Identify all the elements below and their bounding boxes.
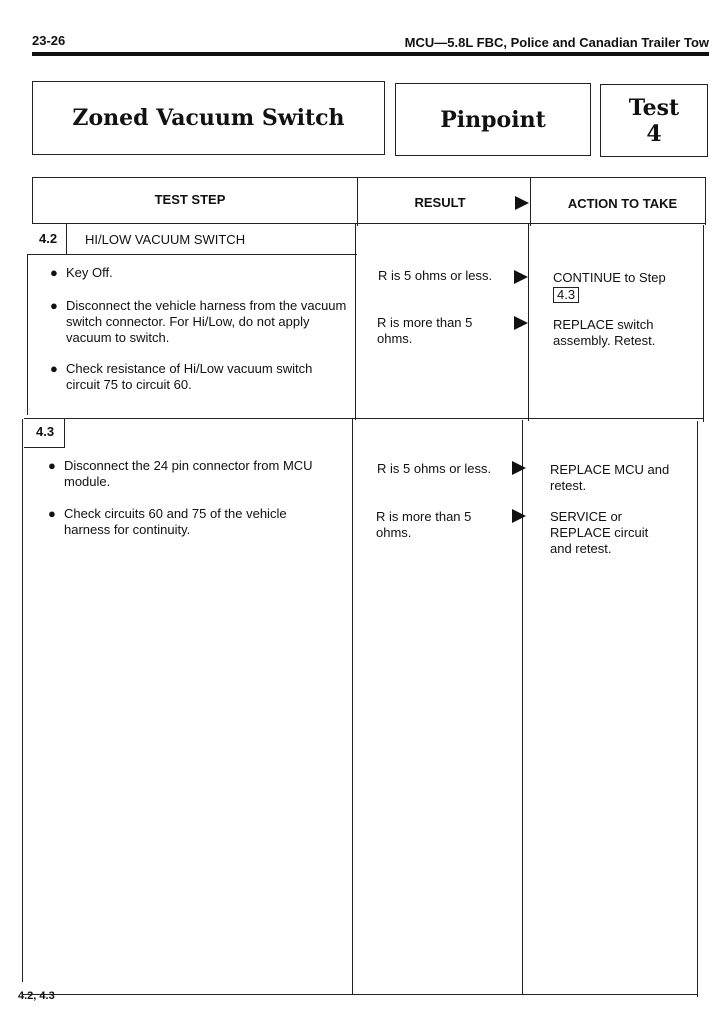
- column-header-result: RESULT: [414, 195, 466, 210]
- action-text: REPLACE switch assembly. Retest.: [553, 317, 656, 348]
- arrow-right-icon: [515, 196, 529, 210]
- step-number-underline: [24, 447, 65, 448]
- procedure-title-box: [32, 81, 385, 155]
- action-label: CONTINUE to Step: [553, 270, 666, 285]
- pinpoint-label: Pinpoint: [440, 106, 546, 133]
- step-number: 4.3: [36, 424, 55, 439]
- result-text: R is more than 5 ohms.: [377, 315, 473, 346]
- step-4-2-title-divider: [27, 254, 357, 255]
- arrow-right-icon: [512, 461, 526, 475]
- column-divider-2-step43: [522, 420, 523, 995]
- result-text: R is more than 5 ohms.: [376, 509, 472, 540]
- result-text: R is 5 ohms or less.: [378, 268, 493, 283]
- step-number-divider: [66, 224, 67, 254]
- instruction-text: Disconnect the 24 pin connector from MCU module.: [64, 458, 313, 489]
- step-number-divider: [64, 418, 65, 448]
- table-right-border-mid: [703, 225, 704, 422]
- column-divider-2-head: [530, 177, 531, 226]
- procedure-title: Zoned Vacuum Switch: [72, 105, 345, 131]
- header-row-divider: [32, 223, 705, 224]
- arrow-right-icon: [514, 316, 528, 330]
- test-number-box: [600, 84, 708, 157]
- instruction-text: Check circuits 60 and 75 of the vehicle harness for continuity.: [64, 506, 287, 537]
- footer-steps-ref: 4.2, 4.3: [18, 990, 55, 1002]
- section-title: MCU—5.8L FBC, Police and Canadian Trailer Tow: [404, 35, 709, 50]
- column-divider-2-step42: [528, 224, 529, 421]
- table-left-border-top: [32, 177, 33, 223]
- table-right-border-bottom: [697, 421, 698, 997]
- column-header-action: ACTION TO TAKE: [567, 196, 678, 211]
- action-text: REPLACE MCU and retest.: [550, 462, 670, 493]
- test-number: 4: [646, 120, 662, 147]
- test-label: Test: [628, 94, 680, 121]
- bullet-icon: ●: [48, 506, 56, 521]
- column-divider-1-head: [357, 177, 358, 226]
- table-right-border-top: [705, 177, 706, 225]
- bullet-icon: ●: [50, 298, 58, 313]
- bullet-icon: ●: [50, 361, 58, 376]
- pinpoint-box: [395, 83, 591, 156]
- action-text: SERVICE or REPLACE circuit and retest.: [550, 509, 649, 556]
- table-left-border-bottom: [22, 419, 23, 982]
- arrow-right-icon: [514, 270, 528, 284]
- step-reference-link[interactable]: 4.3: [553, 287, 579, 303]
- table-left-border-mid: [27, 255, 28, 415]
- column-divider-1-step43: [352, 419, 353, 995]
- page-number: 23-26: [32, 33, 66, 48]
- step-number: 4.2: [39, 231, 58, 246]
- action-text: [553, 270, 698, 303]
- result-text: R is 5 ohms or less.: [377, 461, 492, 476]
- instruction-text: Key Off.: [66, 265, 113, 280]
- step-divider: [24, 418, 704, 419]
- bullet-icon: ●: [50, 265, 58, 280]
- header-rule: [32, 52, 709, 56]
- table-bottom-border: [22, 994, 698, 995]
- column-header-test-step: TEST STEP: [154, 192, 226, 207]
- bullet-icon: ●: [48, 458, 56, 473]
- arrow-right-icon: [512, 509, 526, 523]
- table-top-border: [32, 177, 705, 178]
- instruction-text: Check resistance of Hi/Low vacuum switch circuit 75 to circuit 60.: [66, 361, 313, 392]
- step-title: HI/LOW VACUUM SWITCH: [85, 232, 246, 247]
- instruction-text: Disconnect the vehicle harness from the vacuum switch connector. For Hi/Low, do not apply vacuum to switch.: [66, 298, 347, 345]
